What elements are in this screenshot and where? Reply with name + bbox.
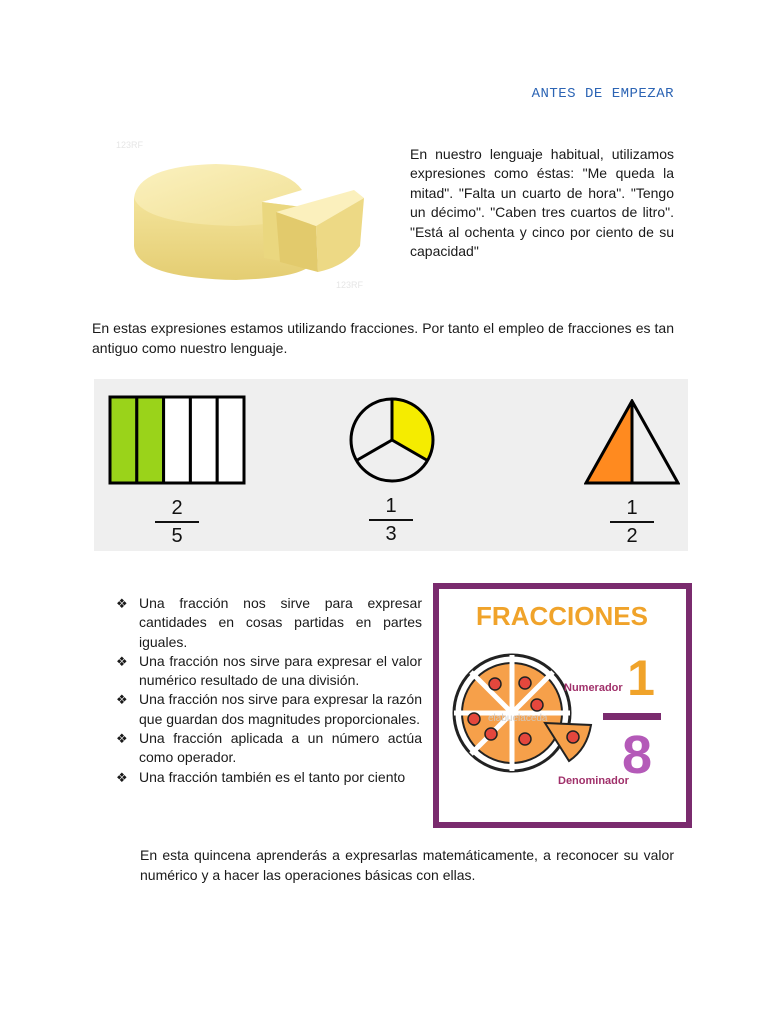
halves-triangle-shape — [584, 399, 680, 485]
fraction-numerator: 1 — [626, 497, 638, 519]
section-heading: ANTES DE EMPEZAR — [531, 86, 674, 102]
list-item: ❖ Una fracción aplicada a un número actúa como operador. — [116, 730, 422, 766]
fraction-numerator: 1 — [385, 495, 397, 517]
numerator-label: Numerador — [564, 682, 623, 694]
fraction-bar — [610, 521, 654, 523]
fraction-examples-panel — [94, 379, 688, 551]
cheese-image — [96, 128, 396, 300]
watermark-text: elabuelaceda — [488, 713, 548, 724]
fraction-denominator: 2 — [626, 525, 638, 547]
diamond-bullet-icon: ❖ — [116, 731, 128, 747]
svg-text:123RF: 123RF — [336, 280, 364, 290]
denominator-digit: 8 — [621, 725, 653, 785]
fraction-one-half — [602, 497, 662, 547]
fraction-two-fifths — [147, 497, 207, 547]
list-item: ❖ Una fracción también es el tanto por ciento — [116, 768, 422, 787]
fraction-denominator: 3 — [385, 523, 397, 545]
diamond-bullet-icon: ❖ — [116, 769, 128, 785]
fraction-numerator: 2 — [171, 497, 183, 519]
list-item: ❖ Una fracción nos sirve para expresar cantidades en cosas partidas en partes iguales. — [116, 595, 422, 650]
diamond-bullet-icon: ❖ — [116, 653, 128, 669]
fifths-bar-shape — [108, 395, 246, 485]
fraction-line — [603, 713, 661, 720]
fraction-one-third — [361, 495, 421, 545]
intro-text: En nuestro lenguaje habitual, utilizamos expresiones como éstas: "Me queda la mitad". "Falta un cuarto de hora". "Tengo un décimo". "Caben tres cuartos de litro". "Está al ochenta y cinco por ciento de su capacidad" — [410, 146, 674, 260]
closing-paragraph: En esta quincena aprenderás a expresarlas matemáticamente, a reconocer su valor numérico y a hacer las operaciones básicas con ellas. — [140, 847, 674, 883]
denominator-label: Denominador — [558, 775, 629, 787]
fraction-bar — [369, 519, 413, 521]
fracciones-infographic — [433, 583, 692, 828]
infographic-title: FRACCIONES — [476, 601, 648, 631]
list-item: ❖ Una fracción nos sirve para expresar la razón que guardan dos magnitudes proporcionales. — [116, 691, 422, 727]
fraction-denominator: 5 — [171, 525, 183, 547]
numerator-digit: 1 — [627, 650, 655, 706]
diamond-bullet-icon: ❖ — [116, 596, 128, 611]
list-item: ❖ Una fracción nos sirve para expresar el valor numérico resultado de una división. — [116, 652, 422, 689]
svg-text:123RF: 123RF — [116, 140, 144, 150]
fractions-paragraph: En estas expresiones estamos utilizando fracciones. Por tanto el empleo de fracciones es tan antiguo como nuestro lenguaje. — [92, 320, 674, 356]
fraction-uses-list — [116, 594, 422, 787]
thirds-circle-shape — [344, 397, 440, 483]
diamond-bullet-icon: ❖ — [116, 692, 128, 708]
fraction-bar — [155, 521, 199, 523]
